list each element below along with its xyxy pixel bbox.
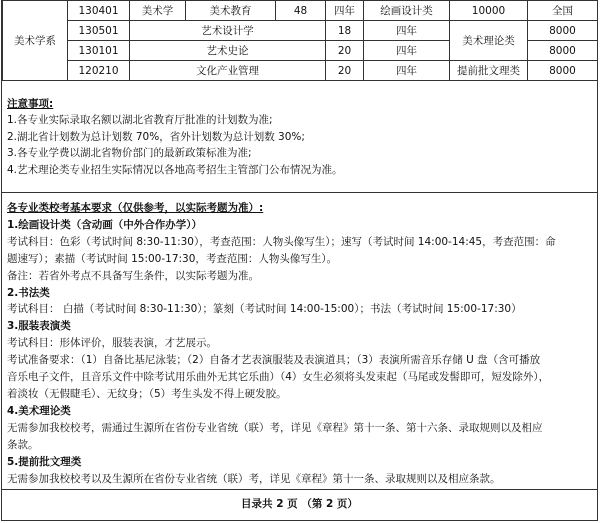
exam-heading: 各专业类校考基本要求（仅供参考，以实际考题为准）: bbox=[7, 202, 264, 214]
notes-section bbox=[7, 96, 593, 178]
scope-cell: 全国 bbox=[528, 1, 598, 21]
code-cell: 120210 bbox=[68, 61, 130, 81]
direction-cell: 美术教育 bbox=[186, 1, 276, 21]
major-cell: 文化产业管理 bbox=[130, 61, 326, 81]
section-title: 3.服装表演类 bbox=[7, 320, 71, 333]
table-row bbox=[3, 61, 598, 81]
section-title: 2.书法类 bbox=[7, 286, 50, 299]
fee-cell: 8000 bbox=[528, 61, 598, 81]
exam-text: 音乐电子文件，且音乐文件中除考试用乐曲外无其它乐曲）（4）女生必须将头发束起（马尾或发髻即可，短发除外）， bbox=[7, 371, 550, 384]
code-cell: 130101 bbox=[68, 41, 130, 61]
exam-text: 题速写）；素描（考试时间 15:00-17:30，考查范围：人物头像写生）。 bbox=[7, 252, 338, 265]
code-cell: 130401 bbox=[68, 1, 130, 21]
exam-text: 条款。 bbox=[7, 438, 39, 451]
plan-cell: 20 bbox=[326, 41, 364, 61]
note-item: 2.湖北省计划数为总计划数 70%，省外计划数为总计划数 30%; bbox=[7, 130, 305, 143]
category-cell: 美术理论类 bbox=[450, 21, 528, 61]
fee-cell: 8000 bbox=[528, 21, 598, 41]
department-cell: 美术学系 bbox=[3, 1, 68, 81]
exam-text: 考试准备要求：（1）自备比基尼泳装；（2）自备才艺表演服装及表演道具；（3）表演所需音乐存储 U 盘（含可播放 bbox=[7, 354, 541, 367]
note-item: 4.艺术理论类专业招生实际情况以各地高考招生主管部门公布情况为准。 bbox=[7, 163, 343, 176]
program-table bbox=[2, 0, 598, 81]
exam-text: 考试科目：形体评价，服装表演，才艺展示。 bbox=[7, 337, 217, 350]
exam-text: 考试科目： 白描（考试时间 8:30-11:30）；篆刻（考试时间 14:00-15:00）；书法（考试时间 15:00-17:30） bbox=[7, 303, 522, 316]
exam-text: 备注：若省外考点不具备写生条件，以实际考题为准。 bbox=[7, 269, 259, 282]
section-title: 5.提前批文理类 bbox=[7, 455, 82, 468]
section-divider bbox=[2, 192, 597, 193]
note-item: 3.各专业学费以湖北省物价部门的最新政策标准为准; bbox=[7, 147, 252, 160]
fee-cell: 10000 bbox=[450, 1, 528, 21]
footer-divider bbox=[2, 489, 597, 490]
note-item: 1.各专业实际录取名额以湖北省教育厅批准的计划数为准; bbox=[7, 114, 273, 127]
category-cell: 绘画设计类 bbox=[364, 1, 450, 21]
years-cell: 四年 bbox=[364, 41, 450, 61]
section-title: 4.美术理论类 bbox=[7, 404, 71, 417]
plan-cell: 18 bbox=[326, 21, 364, 41]
exam-text: 无需参加我校校考，需通过生源所在省份专业省统（联）考，详见《章程》第十一条、第十六条、录取规则以及相应 bbox=[7, 421, 543, 434]
major-cell: 艺术史论 bbox=[130, 41, 326, 61]
plan-cell: 48 bbox=[276, 1, 326, 21]
table-row bbox=[3, 1, 598, 21]
document-page bbox=[1, 0, 598, 521]
major-cell: 美术学 bbox=[130, 1, 186, 21]
code-cell: 130501 bbox=[68, 21, 130, 41]
category-cell: 提前批文理类 bbox=[450, 61, 528, 81]
exam-text: 着淡妆（无假睫毛）、无纹身；（5）考生头发不得上硬发胶。 bbox=[7, 387, 287, 400]
years-cell: 四年 bbox=[326, 1, 364, 21]
exam-requirements bbox=[7, 200, 595, 487]
exam-text: 无需参加我校校考以及生源所在省份专业省统（联）考，详见《章程》第十一条、录取规则以及相应条款。 bbox=[7, 472, 501, 485]
notes-heading: 注意事项: bbox=[7, 98, 54, 110]
years-cell: 四年 bbox=[364, 21, 450, 41]
years-cell: 四年 bbox=[364, 61, 450, 81]
major-cell: 艺术设计学 bbox=[130, 21, 326, 41]
fee-cell: 8000 bbox=[528, 41, 598, 61]
table-row bbox=[3, 21, 598, 41]
exam-text: 考试科目：色彩（考试时间 8:30-11:30），考查范围：人物头像写生）；速写（考试时间 14:00-14:45，考查范围：命 bbox=[7, 235, 556, 248]
section-title: 1.绘画设计类（含动画（中外合作办学）） bbox=[7, 218, 203, 231]
plan-cell: 20 bbox=[326, 61, 364, 81]
page-footer: 目录共 2 页 （第 2 页） bbox=[241, 498, 358, 510]
